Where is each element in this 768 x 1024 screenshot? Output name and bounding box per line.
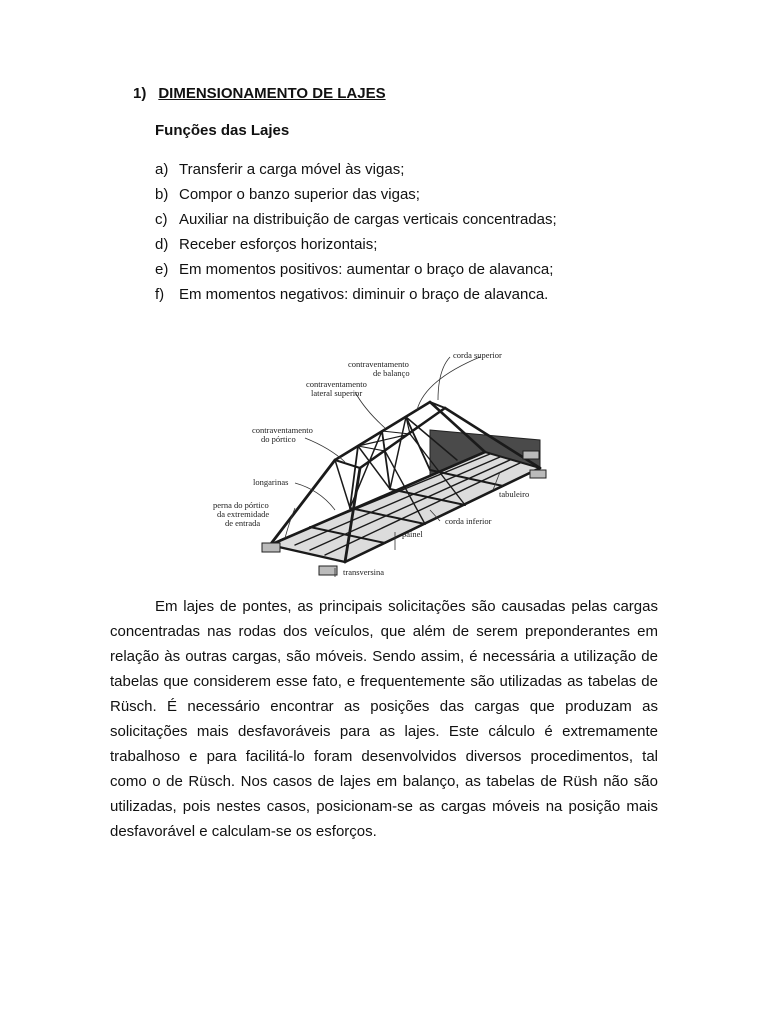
truss-diagonal: [390, 417, 406, 489]
list-text: Transferir a carga móvel às vigas;: [179, 161, 405, 178]
label-stringers: longarinas: [253, 477, 289, 487]
subsection-title: Funções das Lajes: [155, 122, 290, 139]
list-marker: a): [155, 161, 169, 178]
label-portal-bracing: contraventamento: [252, 425, 313, 435]
truss-bridge-figure: [195, 340, 565, 585]
truss-bridge-drawing: [195, 340, 565, 585]
list-item: [155, 207, 557, 232]
label-portal-bracing-2: do pórtico: [261, 434, 296, 444]
label-bottom-chord: corda inferior: [445, 516, 492, 526]
list-item: [155, 182, 557, 207]
bearing-block: [319, 566, 337, 575]
list-text: Em momentos negativos: diminuir o braço de alavanca.: [179, 286, 549, 303]
section-number: 1): [133, 85, 147, 102]
label-end-post-2: da extremidade: [217, 509, 270, 519]
section-heading: [133, 85, 386, 102]
list-marker: b): [155, 186, 169, 203]
list-text: Em momentos positivos: aumentar o braço de alavanca;: [179, 261, 554, 278]
label-end-post-3: de entrada: [225, 518, 261, 528]
label-lateral-bracing-2: lateral superior: [311, 388, 363, 398]
truss-diagonal: [335, 460, 350, 508]
bearing-block: [523, 451, 539, 459]
label-top-chord: corda superior: [453, 350, 502, 360]
label-floor-beam: transversina: [343, 567, 385, 577]
list-text: Auxiliar na distribuição de cargas verticais concentradas;: [179, 211, 557, 228]
list-marker: e): [155, 261, 169, 278]
list-text: Compor o banzo superior das vigas;: [179, 186, 420, 203]
label-sway-bracing-2: de balanço: [373, 368, 410, 378]
label-panel: painel: [402, 529, 423, 539]
list-item: [155, 157, 557, 182]
list-item: [155, 232, 557, 257]
label-lateral-bracing: contraventamento: [306, 379, 367, 389]
list-text: Receber esforços horizontais;: [179, 236, 378, 253]
list-item: [155, 282, 557, 307]
list-marker: d): [155, 236, 169, 253]
body-paragraph: Em lajes de pontes, as principais solicitações são causadas pelas cargas concentradas nas rodas dos veículos, que além de serem preponderantes em relação às outras cargas, são móveis. Sendo assim, é necessária a utilização de tabelas que considerem esse fato, e frequentemente são utilizadas as tabelas de Rüsch. É necessário encontrar as posições das cargas que produzam as solicitações mais desfavoráveis para as lajes. Este cálculo é extremamente trabalhoso e para facilitá-lo foram desenvolvidos diversos procedimentos, tal como o de Rüsch. Nos casos de lajes em balanço, as tabelas de Rüsh não são utilizadas, pois nestes casos, posicionam-se as cargas móveis na posição mais desfavorável e calculam-se os esforços.: [110, 598, 658, 840]
bearing-block: [530, 470, 546, 478]
list-marker: c): [155, 211, 168, 228]
list-item: [155, 257, 557, 282]
bearing-block: [262, 543, 280, 552]
label-sway-bracing: contraventamento: [348, 359, 409, 369]
label-end-post: perna do pórtico: [213, 500, 269, 510]
lateral-bracing: [382, 431, 410, 434]
functions-list: [155, 157, 557, 307]
list-marker: f): [155, 286, 165, 303]
section-title: DIMENSIONAMENTO DE LAJES: [158, 85, 386, 102]
label-deck: tabuleiro: [499, 489, 530, 499]
